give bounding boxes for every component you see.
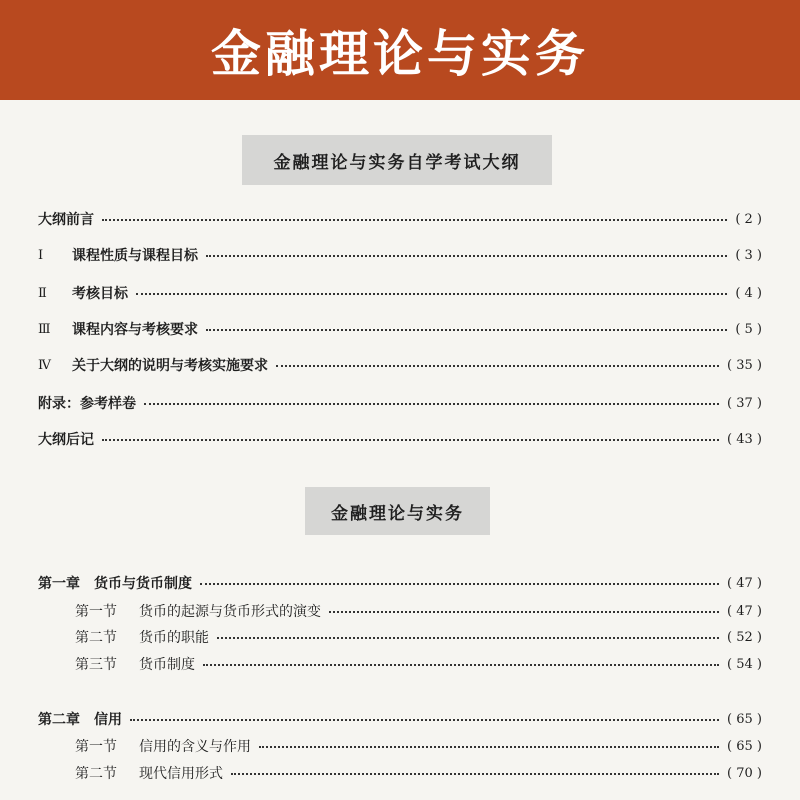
banner-title: 金融理论与实务 xyxy=(211,25,589,83)
toc-entry[interactable] xyxy=(38,317,762,341)
toc-entry-page: ( 35 ) xyxy=(727,357,762,373)
toc-section-page: ( 52 ) xyxy=(727,629,762,645)
toc-entry-label: 关于大纲的说明与考核实施要求 xyxy=(72,358,268,374)
leader-dots xyxy=(231,771,719,775)
textbook-heading: 金融理论与实务 xyxy=(331,503,464,524)
toc-section-number: 第二节 xyxy=(75,630,117,646)
toc-entry-label: 课程内容与考核要求 xyxy=(72,322,198,338)
toc-entry-label: 考核目标 xyxy=(72,286,128,302)
toc-entry-label: 大纲后记 xyxy=(38,432,94,448)
toc-entry[interactable] xyxy=(38,207,762,231)
leader-dots xyxy=(130,717,719,721)
leader-dots xyxy=(203,662,719,666)
toc-section[interactable] xyxy=(75,652,762,676)
toc-section-number: 第三节 xyxy=(75,657,117,673)
toc-entry[interactable] xyxy=(38,353,762,377)
toc-entry-page: ( 2 ) xyxy=(735,211,762,227)
toc-entry-page: ( 5 ) xyxy=(735,321,762,337)
toc-section-label: 信用的含义与作用 xyxy=(139,739,251,755)
toc-entry-page: ( 3 ) xyxy=(735,247,762,263)
toc-section-page: ( 70 ) xyxy=(727,765,762,781)
toc-chapter-page: ( 65 ) xyxy=(727,711,762,727)
toc-section-label: 货币制度 xyxy=(139,657,195,673)
toc-section-label: 货币的起源与货币形式的演变 xyxy=(139,604,321,620)
leader-dots xyxy=(206,327,727,331)
toc-entry[interactable] xyxy=(38,391,762,415)
toc-entry-number: Ⅳ xyxy=(38,357,51,373)
textbook-heading-box xyxy=(305,487,490,535)
toc-section-label: 现代信用形式 xyxy=(139,766,223,782)
toc-chapter-page: ( 47 ) xyxy=(727,575,762,591)
leader-dots xyxy=(144,401,719,405)
toc-entry-number: Ⅱ xyxy=(38,285,47,301)
toc-entry-number: Ⅰ xyxy=(38,247,44,263)
toc-chapter-label: 第一章 货币与货币制度 xyxy=(38,576,192,592)
toc-chapter[interactable] xyxy=(38,571,762,595)
toc-entry[interactable] xyxy=(38,243,762,267)
leader-dots xyxy=(329,609,719,613)
toc-entry-label: 大纲前言 xyxy=(38,212,94,228)
toc-section-page: ( 47 ) xyxy=(727,603,762,619)
toc-section[interactable] xyxy=(75,761,762,785)
leader-dots xyxy=(200,581,719,585)
leader-dots xyxy=(102,437,719,441)
leader-dots xyxy=(102,217,727,221)
leader-dots xyxy=(217,635,719,639)
syllabus-heading: 金融理论与实务自学考试大纲 xyxy=(273,152,521,173)
leader-dots xyxy=(259,744,719,748)
toc-entry-number: Ⅲ xyxy=(38,321,51,337)
toc-section-number: 第二节 xyxy=(75,766,117,782)
toc-entry-label: 课程性质与课程目标 xyxy=(72,248,198,264)
toc-chapter[interactable] xyxy=(38,707,762,731)
toc-section-page: ( 54 ) xyxy=(727,656,762,672)
toc-entry-page: ( 43 ) xyxy=(727,431,762,447)
toc-entry-page: ( 4 ) xyxy=(735,285,762,301)
toc-section[interactable] xyxy=(75,734,762,758)
syllabus-heading-box xyxy=(242,135,552,185)
toc-entry[interactable] xyxy=(38,281,762,305)
toc-section[interactable] xyxy=(75,599,762,623)
toc-entry-label: 附录：参考样卷 xyxy=(38,396,136,412)
leader-dots xyxy=(206,253,727,257)
toc-section-label: 货币的职能 xyxy=(139,630,209,646)
toc-entry[interactable] xyxy=(38,427,762,451)
leader-dots xyxy=(136,291,727,295)
toc-section-number: 第一节 xyxy=(75,604,117,620)
toc-chapter-label: 第二章 信用 xyxy=(38,712,122,728)
title-banner xyxy=(0,0,800,100)
toc-section-page: ( 65 ) xyxy=(727,738,762,754)
toc-section[interactable] xyxy=(75,625,762,649)
leader-dots xyxy=(276,363,719,367)
toc-section-number: 第一节 xyxy=(75,739,117,755)
toc-entry-page: ( 37 ) xyxy=(727,395,762,411)
